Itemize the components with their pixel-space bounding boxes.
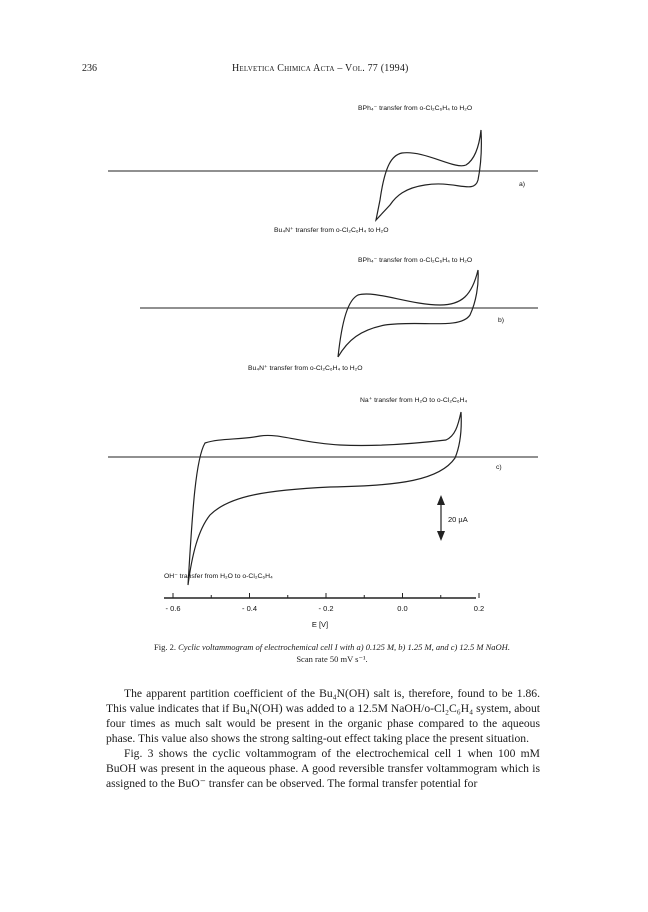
panel-b xyxy=(140,257,538,372)
scale-bar xyxy=(437,495,468,541)
panel-a-voltammogram xyxy=(376,130,481,220)
panel-b-voltammogram xyxy=(338,270,478,357)
x-axis-label: E [V] xyxy=(311,620,329,629)
panel-c xyxy=(108,397,538,585)
panel-c-top-annotation: Na⁺ transfer from H₂O to o-Cl₂C₆H₄ xyxy=(360,397,468,404)
x-tick-label: - 0.4 xyxy=(241,604,258,613)
panel-a-top-annotation: BPh₄⁻ transfer from o-Cl₂C₆H₄ to H₂O xyxy=(358,105,473,112)
panel-b-bottom-annotation: Bu₄N⁺ transfer from o-Cl₂C₆H₄ to H₂O xyxy=(248,365,363,372)
page-number: 236 xyxy=(82,63,97,74)
scale-bar-label: 20 µA xyxy=(448,515,468,524)
paragraph-2: Fig. 3 shows the cyclic voltammogram of the electrochemical cell 1 when 100 mM BuOH was present in the aqueous phase. A good reversible transfer voltammogram which is assigned to the BuO⁻ transfer can be observed. The formal transfer potential for xyxy=(106,747,540,790)
paragraph-1: The apparent partition coefficient of the Bu₄N(OH) salt is, therefore, found to be 1.86. This value indicates that if Bu₄N(OH) was added to a 12.5M NaOH/o-Cl₂C₆H₄ system, about four times as much salt would be present in the organic phase compared to the aqueous phase. This value also shows the strong salting-out effect taking place the present situation. xyxy=(106,687,540,745)
panel-a xyxy=(108,105,538,234)
panel-c-voltammogram xyxy=(188,412,461,585)
panel-c-bottom-annotation: OH⁻ transfer from H₂O to o-Cl₂C₆H₄ xyxy=(164,573,273,580)
body-text xyxy=(106,686,540,791)
panel-a-label: a) xyxy=(519,181,526,188)
panel-b-label: b) xyxy=(498,317,505,324)
caption-text: Cyclic voltammogram of electrochemical cell I with a) 0.125 M, b) 1.25 M, and c) 12.5 M NaOH. xyxy=(178,642,510,652)
caption-scan-rate: Scan rate 50 mV s⁻¹. xyxy=(296,654,368,664)
x-tick-label: 0.0 xyxy=(397,604,408,613)
x-tick-label: - 0.6 xyxy=(165,604,181,613)
x-tick-label: 0.2 xyxy=(473,604,485,613)
panel-c-label: c) xyxy=(496,464,502,471)
x-axis xyxy=(164,593,484,629)
panel-a-bottom-annotation: Bu₄N⁺ transfer from o-Cl₂C₆H₄ to H₂O xyxy=(274,227,389,234)
panel-b-top-annotation: BPh₄⁻ transfer from o-Cl₂C₆H₄ to H₂O xyxy=(358,257,473,264)
caption-lead: Fig. 2. xyxy=(154,642,176,652)
figure-caption xyxy=(82,641,582,665)
x-tick-label: - 0.2 xyxy=(318,604,334,613)
running-title: Helvetica Chimica Acta – Vol. 77 (1994) xyxy=(232,63,409,74)
